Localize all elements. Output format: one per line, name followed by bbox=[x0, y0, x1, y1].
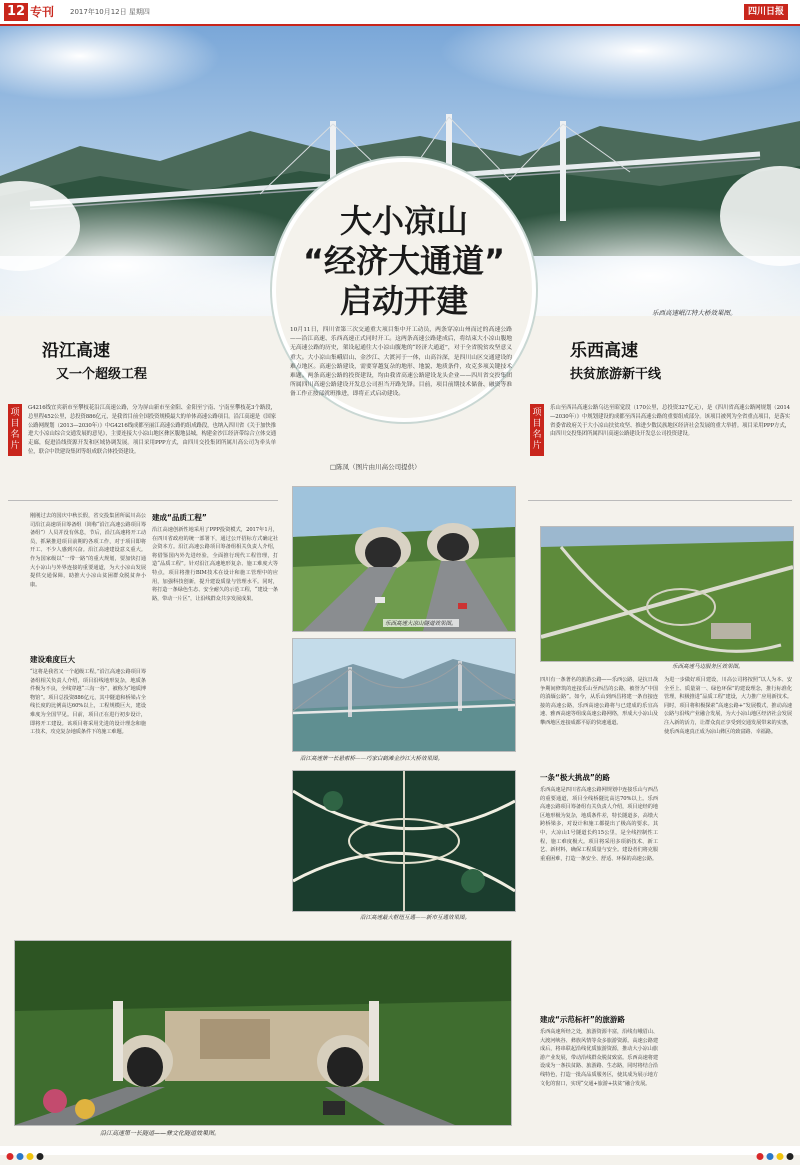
tunnel-portal-caption: 沿江高速第一长隧道——彝文化隧道效果图。 bbox=[100, 1130, 221, 1137]
right-heading-challenge: 一条“极大挑战”的路 bbox=[540, 773, 610, 782]
tunnel-portal-photo bbox=[14, 940, 512, 1126]
tunnel-portal-illustration bbox=[15, 941, 511, 1125]
tunnel-day-caption: 乐西高速大凉山隧道效果图。 bbox=[385, 621, 457, 627]
bridge-caption: 沿江高速第一长悬索桥——巧家白鹤滩金沙江大桥效果图。 bbox=[300, 756, 444, 762]
interchange-right-illustration bbox=[541, 527, 793, 661]
registration-marks bbox=[0, 1152, 800, 1161]
tunnel-day-photo bbox=[292, 486, 516, 632]
page-number: 12 bbox=[4, 3, 28, 21]
section-label: 专刊 bbox=[30, 5, 55, 19]
left-project-intro: G4216线宜宾新市至攀枝花沿江高速公路，分为屏山新市至金阳、金阳至宁南、宁南至攀枝花3个路段，总里程452公里，总投资886亿元，是我省目前全国投资规模最大的单体高速公路项目。沿江高速是《国家公路网规划（2013—2030年）》中G4216线成都至丽江高速公路的组成路段，也纳入四川省《关于加快推进大小凉山综合交通发展的意见》，主要连接大小凉山地区彝区腹地县城，构建金沙江经济带综合立体交通走廊，促进沿线资源开发和区域协调发展。项目采用PPP方式，由四川交投集团所属川高公司为牵头单位，联合中铁建设集团等组成联合体投资建设。 bbox=[28, 405, 276, 455]
footer-bar bbox=[0, 1146, 800, 1155]
left-heading-quality: 建成“品质工程” bbox=[152, 513, 207, 522]
left-section-subtitle: 又一个超级工程 bbox=[56, 367, 148, 382]
headline-line1: 大小凉山 bbox=[339, 202, 468, 240]
hero-caption: 乐西高速岷江特大桥效果图。 bbox=[652, 309, 737, 317]
right-body-4: 为进一步做好项目建设，川高公司将按照“以人为本、安全至上、质量第一、绿色环保”的建设理念，推行标准化管理，积极推进“品质工程”建设，大力推广应用新技术。同时，项目将积极探索“高速公路+”发展模式，推动高速公路与沿线产业融合发展，为大小凉山地区经济社会发展注入新的活力，让群众真正享受到交通发展带来的实惠，使乐西高速真正成为凉山彝区的致富路、幸福路。 bbox=[664, 677, 792, 735]
right-project-tag: 项目名片 bbox=[530, 404, 544, 456]
right-project-intro: 乐山至西昌高速公路乌达至昭觉段（170公里，总投资327亿元），是《四川省高速公路网规划（2014—2030年）》中规划建设的成都至西昌高速公路的重要组成部分。该项目被列为全省重点项目，是落实省委省政府关于大小凉山扶贫攻坚、推进少数民族地区经济社会发展的重大举措。项目采用PPP方式，由四川交投集团所属四川高速公路建设开发总公司投资建设。 bbox=[550, 405, 790, 438]
issue-date: 2017年10月12日 星期四 bbox=[70, 8, 150, 16]
paper-name: 四川日报 bbox=[744, 4, 788, 20]
bridge-photo bbox=[292, 638, 516, 752]
lead-text: 10月11日，四川省第三次交通重大项目集中开工动员，两条穿凉山州而过的高速公路——沿江高速、乐西高速正式同时开工。这两条高速公路建成后，将结束大小凉山腹地无高速公路的历史，架设起通往大小凉山腹地的“经济大通道”，对于全省脱贫攻坚意义重大。大小凉山集峨眉山、金沙江、大渡河于一体，山高谷深，是四川山区交通建设的难点地区。高速公路建设，需要穿越复杂的地形、地貌、地质条件，攻克多项关键技术难题。两条高速公路的投资建设，均由我省高速公路建设龙头企业——四川省交投集团所属四川高速公路建设开发总公司担当开路先锋。目前，项目前期技术储备、融资等准备工作正按部就班推进，即将正式启动建设。 bbox=[290, 327, 512, 398]
left-body-2: “这将是我省又一个超级工程。”沿江高速公路项目筹备组相关负责人介绍，项目沿线地形复杂，地质条件极为不良，全线穿越“三沟一谷”，被称为“地质博物馆”。项目总投资886亿元，其中隧道和桥梁占全线长度的比例高达60%以上，工程规模巨大，建设难度为全国罕见。目前，项目正在进行初步设计，即将开工建设。该项目将采用先进的设计理念和施工技术，攻克复杂地质条件下的施工难题。 bbox=[30, 669, 146, 736]
lead-box bbox=[290, 326, 512, 476]
interchange-night-caption: 沿江高速最大枢纽互通——新市互通效果图。 bbox=[360, 915, 471, 921]
left-divider bbox=[8, 500, 278, 501]
left-body-1: 刚刚过去的国庆中秋长假，省交投集团所属川高公司沿江高速项目筹备组（简称“沿江高速公路项目筹备组”）人员并没有休息，节后，沿江高速将开工动员，抓紧推进项目前期的各项工作，对于项目即将开工、不少人感到兴奋。沿江高速建设意义重大。作为国家级以“一带一路”的重大规划，要加快打通大小凉山与外界连接的重要通道，为大小凉山发展提供交通保障，助推大小凉山贫困群众脱贫奔小康。 bbox=[30, 513, 146, 588]
right-body-3: 乐西高速所经之处，旅游资源丰富，沿线有峨眉山、大渡河峡谷、彝族风情等众多旅游资源。高速公路建成后，将串联起沿线优质旅游资源，推动大小凉山旅游产业发展，带动沿线群众脱贫致富。乐西高速将建设成为一条扶贫路、旅游路、生态路，同时将结合沿线特色，打造一批高品质服务区，使其成为展示地方文化的窗口，实现“交通+旅游+扶贫”融合发展。 bbox=[540, 1029, 658, 1087]
masthead bbox=[0, 0, 800, 26]
left-heading-difficulty: 建设难度巨大 bbox=[30, 655, 75, 664]
interchange-right-caption: 乐西高速马边服务区效果图。 bbox=[672, 664, 744, 670]
right-body-2: 乐西高速是四川省高速公路网规划中连接乐山与西昌的重要通道，项目全线桥隧比高达70%以上。乐西高速公路项目筹备组有关负责人介绍，项目途经的地区地形极为复杂，地质条件差，特长隧道多，高墩大跨桥梁多，对设计和施工都提出了极高的要求。其中，大凉山1号隧道长约15公里，是全线控制性工程，施工难度极大。项目将采用多项新技术、新工艺、新材料，确保工程质量与安全。建设者们将克服重重困难，打造一条安全、舒适、环保的高速公路。 bbox=[540, 787, 658, 862]
right-divider bbox=[528, 500, 792, 501]
interchange-night-photo bbox=[292, 770, 516, 912]
lead-byline: □陈凤（图片由川高公司提供） bbox=[330, 463, 421, 471]
right-section-subtitle: 扶贫旅游新干线 bbox=[570, 367, 662, 382]
headline-line3: 启动开建 bbox=[339, 282, 468, 320]
right-body-1: 四川有一条著名的旅游公路——乐西公路，是抗日战争期间修筑的连接乐山至西昌的公路，被誉为“中国的滇缅公路”。如今，从乐山到西昌将建一条直接连接的高速公路，乐西高速公路将与已建成的乐宜高速、雅西高速等组成高速公路网络，形成大小凉山及攀西地区连接成都平原的快速通道。 bbox=[540, 677, 658, 726]
right-section-title: 乐西高速 bbox=[570, 341, 638, 361]
interchange-night-illustration bbox=[293, 771, 515, 911]
left-section-title: 沿江高速 bbox=[42, 341, 110, 361]
interchange-right-photo bbox=[540, 526, 794, 662]
tunnel-day-illustration bbox=[293, 487, 515, 631]
headline-line2: “经济大通道” bbox=[302, 242, 506, 280]
left-body-3: 沿江高速创新性地采用了PPP投资模式，2017年1月，在四川省政府的统一部署下，通过公开招标方式确定社会资本方。沿江高速公路项目筹备组相关负责人介绍，将借鉴国内外先进经验，全面推行现代工程管理，打造“品质工程”。针对沿江高速地形复杂、施工难度大等特点，项目将推行BIM技术在设计和施工管理中的应用，加强科技创新，提升建设质量与管理水平。同时，将打造一条绿色生态、安全耐久的示范工程，“建设一条路，带动一片区”，让沿线群众共享发展成果。 bbox=[152, 527, 278, 602]
bridge-illustration bbox=[293, 639, 515, 751]
right-heading-demo: 建成“示范标杆”的旅游路 bbox=[540, 1015, 625, 1024]
left-project-tag: 项目名片 bbox=[8, 404, 22, 456]
